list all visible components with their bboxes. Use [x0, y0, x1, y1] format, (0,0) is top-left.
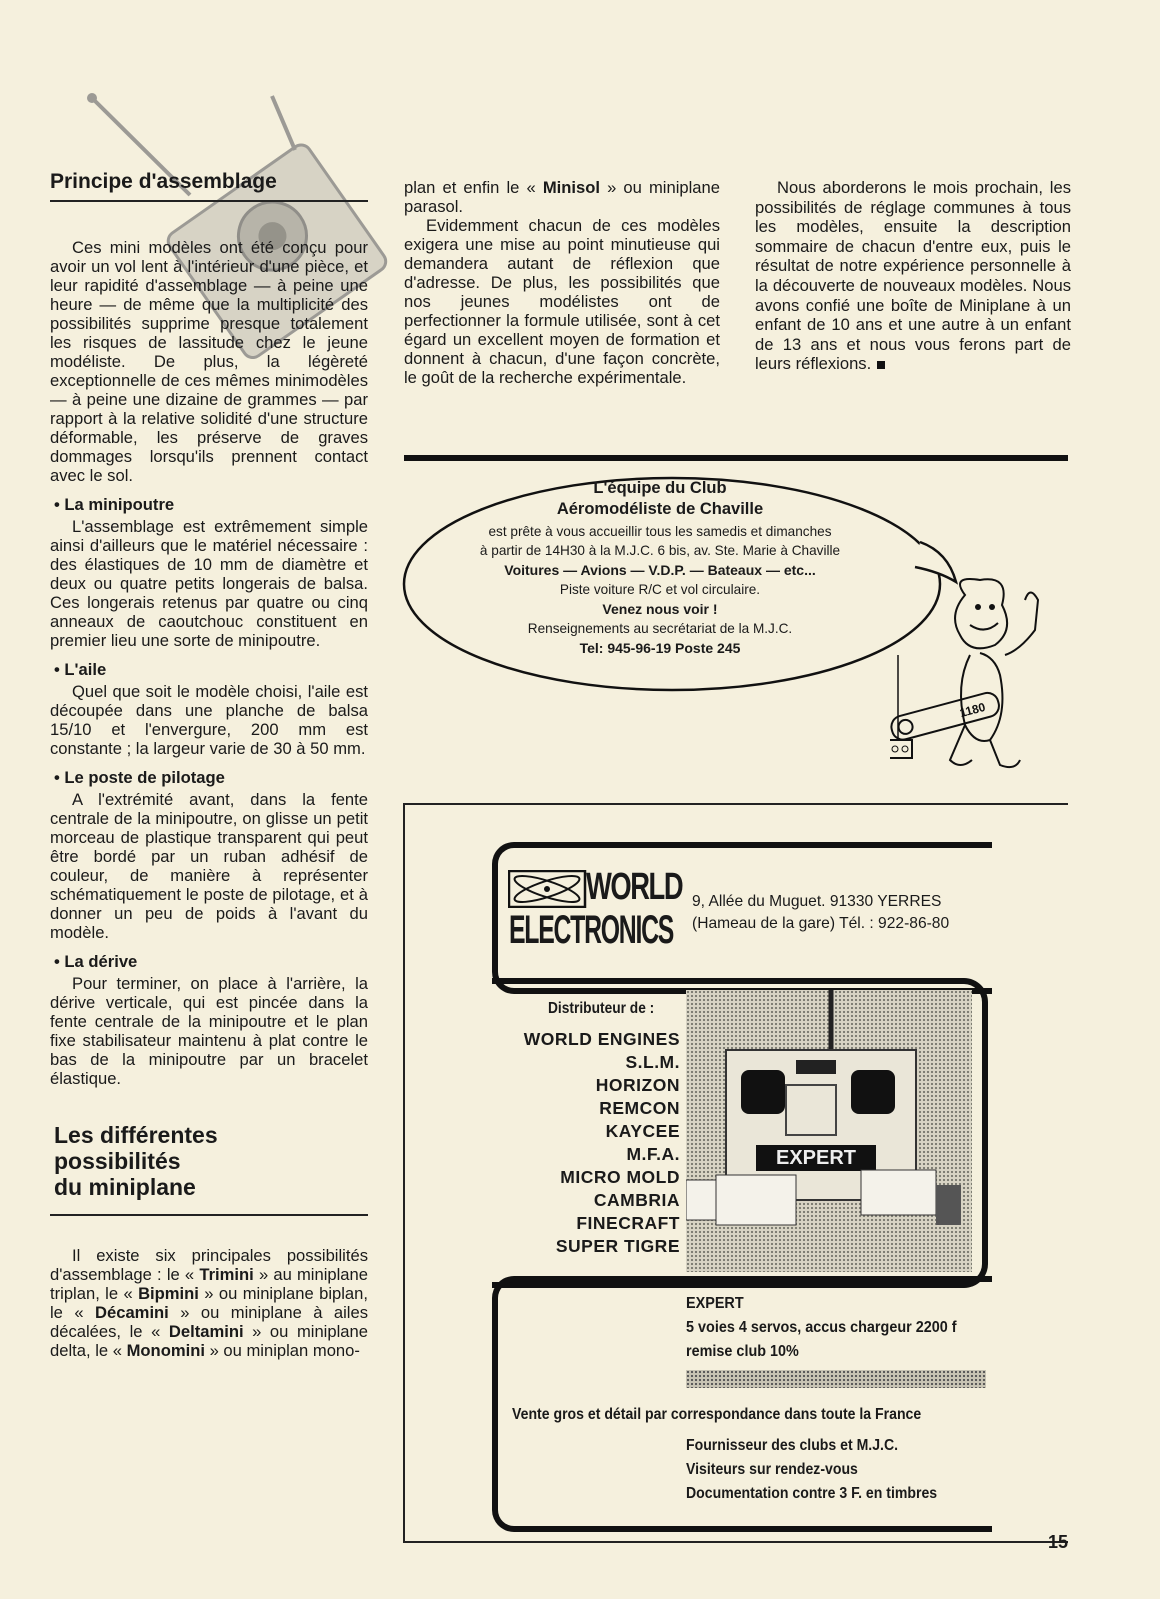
club-line-3: Voitures — Avions — V.D.P. — Bateaux — etc...: [504, 562, 816, 578]
ad-frame-bottom: [403, 1541, 1068, 1543]
world-electronics-logo-icon: [508, 870, 588, 908]
club-line-2: à partir de 14H30 à la M.J.C. 6 bis, av. Ste. Marie à Chaville: [479, 543, 841, 558]
brand-item: WORLD ENGINES: [523, 1029, 680, 1049]
brand-item: MICRO MOLD: [560, 1167, 680, 1187]
heading-rule: [50, 200, 368, 202]
column-separator-rule: [404, 455, 1068, 461]
section-heading-2: [54, 1122, 368, 1200]
dog-mascot-illustration: [890, 575, 1070, 785]
paragraph-aile: Quel que soit le modèle choisi, l'aile est découpée dans une planche de balsa 15/10 et l'envergure, 200 mm est constante ; la largeur varie de 30 à 50 mm.: [50, 682, 368, 758]
club-line-7: Tel: 945-96-19 Poste 245: [579, 640, 741, 656]
transmitter-photo-drawing: [686, 990, 972, 1272]
logo-world-text: WORLD: [586, 866, 683, 908]
subheading-derive: • La dérive: [54, 952, 138, 971]
expert-offer: [686, 1292, 957, 1364]
brand-item: KAYCEE: [605, 1121, 680, 1141]
club-line-4: Piste voiture R/C et vol circulaire.: [559, 582, 761, 597]
brand-item: CAMBRIA: [593, 1190, 680, 1210]
radio-transmitter-photo: [686, 990, 972, 1272]
club-line-6: Renseignements au secrétariat de la M.J.C.: [527, 621, 793, 636]
intro-paragraph: Ces mini modèles ont été conçu pour avoir un vol lent à l'intérieur d'une pièce, et leur rapidité d'assemblage — à peine une heure — de même que la multiplicité des possibilités supprime presque totalement les risques de lassitude chez le jeune modéliste. De plus, la légèreté exceptionnelle de ces mêmes minimodèles — à peine une dizaine de grammes — par rapport à la relative solidité d'une structure déformable, les préserve de graves dommages lorsqu'ils prennent contact avec le sol.: [50, 238, 368, 485]
heading2-line3: du miniplane: [54, 1174, 196, 1200]
club-announcement: [410, 478, 910, 658]
heading2-line1: Les différentes: [54, 1122, 218, 1148]
ad-address: [692, 891, 949, 935]
brand-list: [520, 1028, 680, 1258]
ad-frame-left: [403, 803, 405, 1543]
vente-line: Vente gros et détail par correspondance dans toute la France: [512, 1406, 922, 1423]
right-column: [755, 178, 1071, 374]
mid-paragraph-2: Evidemment chacun de ces modèles exigera une mise au point minutieuse qui demandera autant de réflexion que d'adresse. De plus, les possibilités que nos jeunes modélistes ont de perfectionner la formule utilisée, sont à cet égard un excellent moyen de formation et donnent à chacun, d'une façon concrète, le goût de la recherche expérimentale.: [404, 216, 720, 387]
club-line-5: Venez nous voir !: [602, 601, 718, 617]
paragraph-minipoutre: L'assemblage est extrêmement simple ainsi d'ailleurs que le matériel nécessaire : des élastiques de 10 mm de diamètre et deux ou quatre petits longerais de balsa. Ces longerais retenus par quatre ou cinq anneaux de caoutchouc constituent en premier lieu une sorte de minipoutre.: [50, 517, 368, 650]
brand-item: FINECRAFT: [576, 1213, 680, 1233]
dotted-divider: [686, 1370, 986, 1388]
supplier-info: [686, 1434, 937, 1506]
section-heading: Principe d'assemblage: [50, 170, 277, 193]
supplier-line-1: Fournisseur des clubs et M.J.C.: [686, 1437, 899, 1454]
left-column: [50, 170, 368, 1360]
brand-item: REMCON: [599, 1098, 680, 1118]
possibilites-paragraph: Il existe six principales possibilités d'assemblage : le « Trimini » au miniplane triplan, le « Bipmini » ou miniplane biplan, le « Décamini » ou miniplane à ailes décalées, le « Deltamini » ou miniplane delta, le « Monomini » ou miniplan mono-: [50, 1246, 368, 1360]
expert-discount: remise club 10%: [686, 1343, 799, 1360]
supplier-line-3: Documentation contre 3 F. en timbres: [686, 1485, 938, 1502]
brand-item: HORIZON: [595, 1075, 680, 1095]
expert-title: EXPERT: [686, 1295, 744, 1312]
expert-spec: 5 voies 4 servos, accus chargeur 2200 f: [686, 1319, 957, 1336]
brand-item: SUPER TIGRE: [555, 1236, 680, 1256]
club-line-1: est prête à vous accueillir tous les samedis et dimanches: [488, 524, 832, 539]
subheading-aile: • L'aile: [54, 660, 107, 679]
distributor-heading: Distributeur de :: [548, 1000, 655, 1017]
heading-rule-2: [50, 1214, 368, 1216]
address-line-1: 9, Allée du Muguet. 91330 YERRES: [692, 893, 942, 910]
ad-frame-top: [403, 803, 1068, 805]
page-number: 15: [1048, 1532, 1069, 1552]
logo-electronics-text: ELECTRONICS: [509, 908, 674, 952]
subheading-poste: • Le poste de pilotage: [54, 768, 225, 787]
brand-item: M.F.A.: [626, 1144, 680, 1164]
address-line-2: (Hameau de la gare) Tél. : 922-86-80: [692, 915, 950, 932]
paragraph-poste: A l'extrémité avant, dans la fente centrale de la minipoutre, on glisse un petit morceau de plastique transparent qui peut être bordé par un ruban adhésif de couleur, de manière à représenter schématiquement le poste de pilotage, et à donner un peu de poids à l'avant du modèle.: [50, 790, 368, 942]
brand-item: S.L.M.: [625, 1052, 680, 1072]
club-title-1: L'équipe du Club: [593, 479, 727, 497]
mascot-badge-text: 1180: [958, 699, 987, 721]
middle-column: [404, 178, 720, 387]
paragraph-derive: Pour terminer, on place à l'arrière, la dérive verticale, qui est pincée dans la fente centrale de la minipoutre et le plan fixe stabilisateur maintenu à plat contre le bas de la minipoutre par un bracelet élastique.: [50, 974, 368, 1088]
heading2-line2: possibilités: [54, 1148, 181, 1174]
subheading-minipoutre: • La minipoutre: [54, 495, 175, 514]
supplier-line-2: Visiteurs sur rendez-vous: [686, 1461, 858, 1478]
photo-expert-label: EXPERT: [775, 1147, 857, 1169]
right-paragraph: Nous aborderons le mois prochain, les possibilités de réglage communes à tous les modèles, ensuite la description sommaire de chacun d'entre eux, puis le résultat de notre expérience personnelle à la découverte de nouveaux modèles. Nous avons confié une boîte de Miniplane à un enfant de 10 ans et une autre à un enfant de 13 ans et nous vous ferons part de leurs réflexions.: [755, 178, 1071, 374]
end-mark-icon: [877, 361, 885, 369]
club-title-2: Aéromodéliste de Chaville: [556, 500, 764, 518]
mid-paragraph-1: plan et enfin le « Minisol » ou miniplane parasol.: [404, 178, 720, 216]
